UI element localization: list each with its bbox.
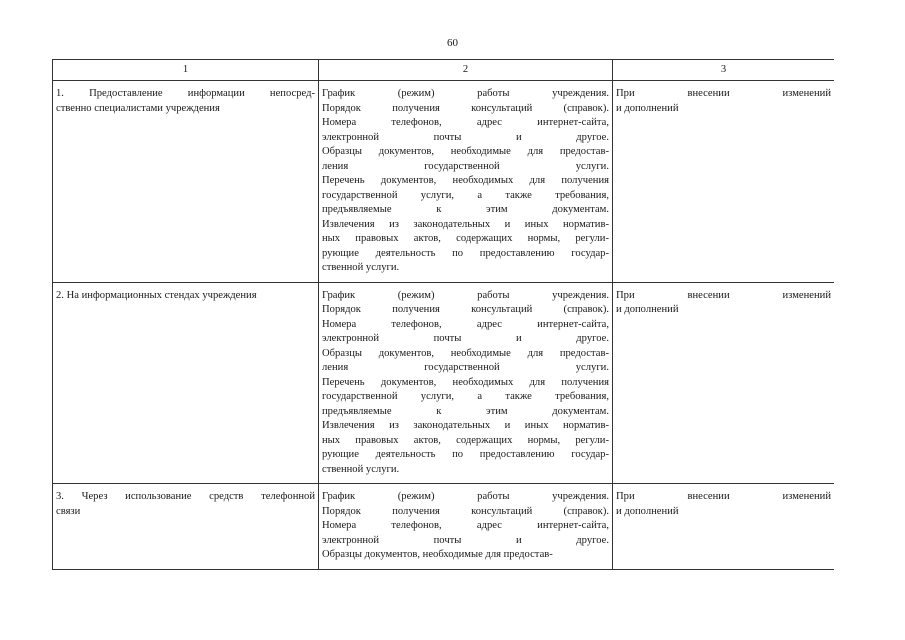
cell-method-3 (53, 484, 319, 570)
table-row (53, 81, 835, 283)
cell-line: государственной услуги, а также требования, (322, 391, 609, 402)
cell-line: Образцы документов, необходимые для предостав- (322, 549, 553, 560)
cell-content-3 (319, 484, 613, 570)
header-col-1: 1 (53, 60, 319, 81)
cell-line: Порядок получения консультаций (справок). (322, 304, 609, 315)
cell-line: График (режим) работы учреждения. (322, 289, 609, 301)
cell-line: Номера телефонов, адрес интернет-сайта, (322, 117, 609, 128)
cell-line: Перечень документов, необходимых для получения (322, 175, 609, 186)
cell-line: электронной почты и другое. (322, 131, 609, 143)
cell-line: связи (56, 505, 81, 517)
cell-line: 3. Через использование средств телефонной (56, 491, 315, 502)
cell-method-2 (53, 282, 319, 484)
cell-line: ственной услуги. (322, 463, 400, 475)
cell-frequency-1 (613, 81, 835, 283)
cell-line: При внесении изменений (616, 289, 831, 301)
cell-line: Извлечения из законодательных и иных норматив- (322, 420, 609, 431)
header-col-3: 3 (613, 60, 835, 81)
cell-line: рующие деятельность по предоставлению государ- (322, 449, 609, 460)
cell-line: 2. На информационных стендах учреждения (56, 289, 257, 301)
cell-line: График (режим) работы учреждения. (322, 491, 609, 502)
page-number: 60 (447, 37, 458, 49)
cell-line: ления государственной услуги. (322, 362, 609, 373)
cell-line: Образцы документов, необходимые для предостав- (322, 347, 609, 359)
cell-line: электронной почты и другое. (322, 333, 609, 344)
table-row (53, 282, 835, 484)
cell-content-2 (319, 282, 613, 484)
cell-line: Номера телефонов, адрес интернет-сайта, (322, 318, 609, 330)
cell-line: предъявляемые к этим документам. (322, 405, 609, 417)
cell-line: Образцы документов, необходимые для предостав- (322, 146, 609, 157)
header-col-2: 2 (319, 60, 613, 81)
cell-line: и дополнений (616, 505, 679, 517)
cell-line: и дополнений (616, 304, 679, 315)
cell-line: Порядок получения консультаций (справок). (322, 505, 609, 517)
cell-line: Перечень документов, необходимых для получения (322, 376, 609, 388)
cell-line: График (режим) работы учреждения. (322, 88, 609, 99)
cell-line: При внесении изменений (616, 88, 831, 99)
cell-line: ных правовых актов, содержащих нормы, регули- (322, 434, 609, 446)
cell-line: ственной услуги. (322, 262, 400, 273)
cell-line: Порядок получения консультаций (справок). (322, 102, 609, 114)
cell-line: предъявляемые к этим документам. (322, 204, 609, 215)
cell-line: ных правовых актов, содержащих нормы, регули- (322, 233, 609, 244)
cell-frequency-2 (613, 282, 835, 484)
cell-line: При внесении изменений (616, 491, 831, 502)
table-row (53, 484, 835, 570)
cell-line: ственно специалистами учреждения (56, 102, 220, 114)
cell-line: ления государственной услуги. (322, 160, 609, 172)
cell-line: электронной почты и другое. (322, 534, 609, 546)
cell-line: рующие деятельность по предоставлению государ- (322, 247, 609, 259)
cell-line: государственной услуги, а также требования, (322, 189, 609, 201)
cell-line: 1. Предоставление информации непосред- (56, 88, 315, 99)
cell-content-1 (319, 81, 613, 283)
table-header-row (53, 60, 835, 81)
cell-line: Номера телефонов, адрес интернет-сайта, (322, 520, 609, 531)
cell-line: Извлечения из законодательных и иных норматив- (322, 218, 609, 230)
cell-method-1 (53, 81, 319, 283)
info-table (52, 59, 834, 570)
table-container (52, 59, 834, 580)
cell-frequency-3 (613, 484, 835, 570)
cell-line: и дополнений (616, 102, 679, 114)
